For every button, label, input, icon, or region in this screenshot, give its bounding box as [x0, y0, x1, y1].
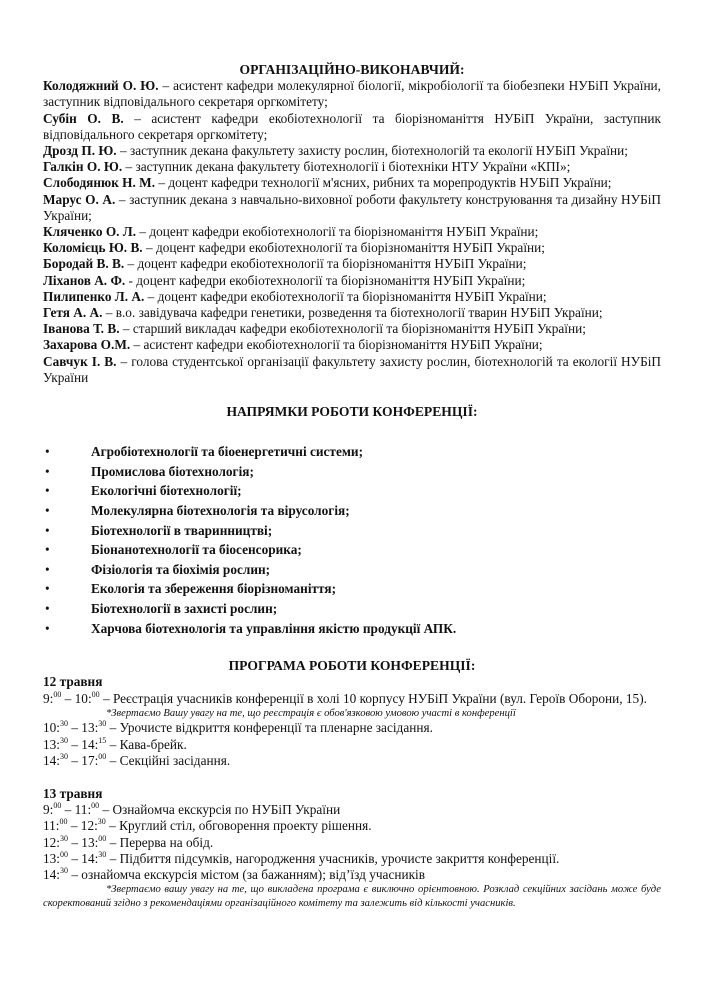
member-name: Марус О. А.: [43, 191, 116, 207]
schedule-row: 14:$^{30}$ – 17:$^{00}$ – Секційні засідання.: [43, 751, 231, 768]
schedule-disclaimer-note: *Звертаємо вашу увагу на те, що викладена програма є виключно орієнтовною. Розклад секційних засідань може буде скоректований згідно з рекомендаціями організаційного комітету та залежить від кількості учасників.: [43, 884, 661, 909]
event-text: – Урочисте відкриття конференції та пленарне засідання.: [106, 720, 433, 736]
member-entry: Ліханов А. Ф. - доцент кафедри екобіотехнології та біорізноманіття НУБіП України;: [43, 272, 526, 288]
schedule-row: 9:$^{00}$ – 11:$^{00}$ – Ознайомча екскурсія по НУБіП України: [43, 801, 341, 818]
member-name: Гетя А. А.: [43, 305, 103, 321]
member-role: заступник декана факультету біотехнології і біотехніки НТУ України «КПІ»;: [135, 159, 571, 175]
direction-item: • Фізіологія та біохімія рослин;: [43, 560, 661, 580]
member-entry: Пилипенко Л. А. – доцент кафедри екобіотехнології та біорізноманіття НУБіП України;: [43, 288, 547, 304]
spacer: [43, 769, 661, 786]
member-role: доцент кафедри екобіотехнології та біорізноманіття НУБіП України;: [157, 288, 547, 304]
member-name: Захарова О.М.: [43, 337, 131, 353]
organizing-committee-heading: ОРГАНІЗАЦІЙНО-ВИКОНАВЧИЙ:: [239, 62, 465, 77]
schedule-row: 13:$^{30}$ – 14:$^{15}$ – Кава-брейк.: [43, 735, 187, 752]
direction-item: • Біотехнології в тваринництві;: [43, 521, 661, 541]
member-name: Коломієць Ю. В.: [43, 240, 143, 256]
member-role: асистент кафедри екобіотехнології та біорізноманіття НУБіП України;: [143, 337, 543, 353]
direction-item: • Агробіотехнології та біоенергетичні системи;: [43, 442, 661, 462]
member-entry: Субін О. В. – асистент кафедри екобіотехнології та біорізноманіття НУБіП України, заступник відповідального секретаря оргкомітету;: [43, 110, 661, 142]
bullet-icon: •: [45, 463, 50, 479]
directions-heading: НАПРЯМКИ РОБОТИ КОНФЕРЕНЦІЇ:: [226, 404, 478, 420]
member-entry: Галкін О. Ю. – заступник декана факультету біотехнології і біотехніки НТУ України «КПІ»;: [43, 159, 571, 175]
program-heading: ПРОГРАМА РОБОТИ КОНФЕРЕНЦІЇ:: [228, 658, 476, 674]
member-role: доцент кафедри екобіотехнології та біорізноманіття НУБіП України;: [149, 224, 539, 240]
member-name: Пилипенко Л. А.: [43, 288, 145, 304]
member-entry: Кляченко О. Л. – доцент кафедри екобіотехнології та біорізноманіття НУБіП України;: [43, 224, 539, 240]
member-name: Субін О. В.: [43, 110, 124, 126]
schedule-row: 12:$^{30}$ – 13:$^{00}$ – Перерва на обід.: [43, 833, 214, 850]
schedule-row: 9:$^{00}$ – 10:$^{00}$ – Реєстрація учасників конференції в холі 10 корпусу НУБіП України (вул. Героїв Оборони, 15).: [43, 689, 647, 706]
bullet-icon: •: [45, 444, 50, 460]
member-entry: Захарова О.М. – асистент кафедри екобіотехнології та біорізноманіття НУБіП України;: [43, 337, 543, 353]
member-role: асистент кафедри екобіотехнології та біорізноманіття НУБіП України, заступник відповідального секретаря оргкомітету;: [43, 110, 661, 142]
program-day-1: [43, 674, 661, 769]
bullet-icon: •: [45, 503, 50, 519]
directions-list: [43, 442, 661, 638]
document-page: [43, 62, 661, 910]
day-date: 12 травня: [43, 674, 103, 690]
event-text: – Секційні засідання.: [106, 752, 231, 768]
bullet-icon: •: [45, 542, 50, 558]
member-role: доцент кафедри екобіотехнології та біорізноманіття НУБіП України;: [136, 272, 526, 288]
bullet-icon: •: [45, 601, 50, 617]
schedule-row: 13:$^{00}$ – 14:$^{30}$ – Підбиття підсумків, нагородження учасників, урочисте закриття конференції.: [43, 849, 560, 866]
direction-item: • Молекулярна біотехнологія та вірусологія;: [43, 501, 661, 521]
member-role: доцент кафедри екобіотехнології та біорізноманіття НУБіП України;: [155, 240, 545, 256]
member-name: Дрозд П. Ю.: [43, 143, 117, 159]
member-name: Колодяжний О. Ю.: [43, 78, 159, 94]
direction-item: • Екологічні біотехнології;: [43, 481, 661, 501]
member-name: Галкін О. Ю.: [43, 159, 123, 175]
member-name: Кляченко О. Л.: [43, 224, 137, 240]
member-entry: Іванова Т. В. – старший викладач кафедри екобіотехнології та біорізноманіття НУБіП України;: [43, 321, 586, 337]
organizing-committee-list: [43, 78, 661, 386]
registration-note: *Звертаємо Вашу увагу на те, що реєстрація є обов'язковою умовою участі в конференції: [106, 707, 516, 719]
member-role: голова студентської організації факультету захисту рослин, біотехнологій та екології НУБіП України: [43, 353, 662, 385]
member-entry: Дрозд П. Ю. – заступник декана факультету захисту рослин, біотехнологій та екології НУБіП України;: [43, 143, 628, 159]
member-name: Ліханов А. Ф.: [43, 272, 126, 288]
program-day-2: [43, 786, 661, 910]
member-entry: Гетя А. А. – в.о. завідувача кафедри генетики, розведення та біотехнології тварин НУБіП України;: [43, 305, 603, 321]
member-entry: Колодяжний О. Ю. – асистент кафедри молекулярної біології, мікробіології та біобезпеки НУБіП України, заступник відповідального секретаря оргкомітету;: [43, 78, 661, 110]
member-name: Савчук І. В.: [43, 353, 117, 369]
member-name: Бородай В. В.: [43, 256, 125, 272]
member-entry: Савчук І. В. – голова студентської організації факультету захисту рослин, біотехнологій та екології НУБіП України: [43, 353, 662, 385]
event-text: – Круглий стіл, обговорення проекту рішення.: [105, 818, 372, 834]
direction-item: • Харчова біотехнологія та управління якістю продукції АПК.: [43, 619, 661, 639]
member-role: старший викладач кафедри екобіотехнології та біорізноманіття НУБіП України;: [132, 321, 586, 337]
member-role: доцент кафедри екобіотехнології та біорізноманіття НУБіП України;: [137, 256, 527, 272]
bullet-icon: •: [45, 581, 50, 597]
schedule-row: 11:$^{00}$ – 12:$^{30}$ – Круглий стіл, обговорення проекту рішення.: [43, 817, 372, 834]
schedule-row: 14:$^{30}$ – ознайомча екскурсія містом (за бажанням); від’їзд учасників: [43, 865, 426, 882]
member-role: заступник декана факультету захисту рослин, біотехнологій та екології НУБіП України;: [129, 143, 628, 159]
direction-item: • Біотехнології в захисті рослин;: [43, 599, 661, 619]
member-name: Слободянюк Н. М.: [43, 175, 156, 191]
direction-item: • Промислова біотехнологія;: [43, 462, 661, 482]
event-text: – Перерва на обід.: [106, 834, 214, 850]
bullet-icon: •: [45, 522, 50, 538]
event-text: – ознайомча екскурсія містом (за бажанням); від’їзд учасників: [68, 866, 426, 882]
member-role: заступник декана з навчально-виховної роботи факультету конструювання та дизайну НУБіП України;: [43, 191, 661, 223]
member-role: доцент кафедри технології м'ясних, рибних та морепродуктів НУБіП України;: [168, 175, 612, 191]
day-date: 13 травня: [43, 785, 103, 801]
member-entry: Коломієць Ю. В. – доцент кафедри екобіотехнології та біорізноманіття НУБіП України;: [43, 240, 545, 256]
bullet-icon: •: [45, 561, 50, 577]
schedule-row: 10:$^{30}$ – 13:$^{30}$ – Урочисте відкриття конференції та пленарне засідання.: [43, 719, 433, 736]
direction-item: • Біонанотехнології та біосенсорика;: [43, 540, 661, 560]
event-text: – Ознайомча екскурсія по НУБіП України: [99, 802, 341, 818]
member-entry: Слободянюк Н. М. – доцент кафедри технології м'ясних, рибних та морепродуктів НУБіП України;: [43, 175, 612, 191]
event-text: – Кава-брейк.: [106, 736, 187, 752]
member-role: асистент кафедри молекулярної біології, мікробіології та біобезпеки НУБіП України, заступник відповідального секретаря оргкомітету;: [43, 78, 661, 110]
member-role: в.о. завідувача кафедри генетики, розведення та біотехнології тварин НУБіП України;: [115, 305, 603, 321]
member-entry: Бородай В. В. – доцент кафедри екобіотехнології та біорізноманіття НУБіП України;: [43, 256, 527, 272]
member-name: Іванова Т. В.: [43, 321, 120, 337]
bullet-icon: •: [45, 620, 50, 636]
member-entry: Марус О. А. – заступник декана з навчально-виховної роботи факультету конструювання та дизайну НУБіП України;: [43, 191, 661, 223]
event-text: – Підбиття підсумків, нагородження учасників, урочисте закриття конференції.: [106, 850, 560, 866]
direction-item: • Екологія та збереження біорізноманіття;: [43, 579, 661, 599]
event-text: – Реєстрація учасників конференції в холі 10 корпусу НУБіП України (вул. Героїв Оборони, 15).: [99, 690, 647, 706]
bullet-icon: •: [45, 483, 50, 499]
